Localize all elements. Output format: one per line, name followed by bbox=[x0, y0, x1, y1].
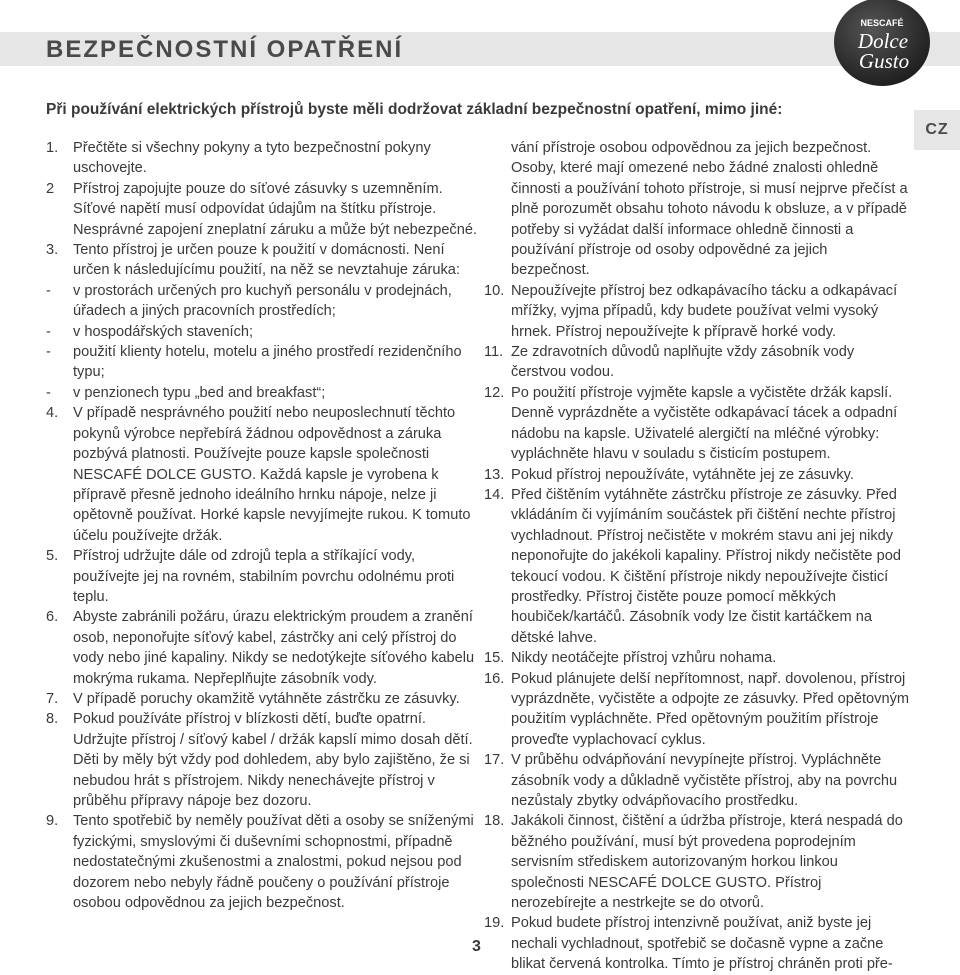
list-item-13 bbox=[484, 465, 910, 485]
item-number: 17. bbox=[484, 752, 505, 769]
list-item-14 bbox=[484, 485, 910, 648]
item-text: Pokud přístroj nepoužíváte, vytáhněte jej ze zásuvky. bbox=[511, 466, 854, 483]
item-number: 4. bbox=[46, 405, 59, 422]
dash-bullet: - bbox=[46, 323, 51, 340]
dash-bullet: - bbox=[46, 282, 51, 299]
page-number: 3 bbox=[472, 938, 481, 955]
nescafe-dolce-gusto-logo bbox=[832, 0, 932, 88]
right-column bbox=[484, 138, 910, 975]
list-item-17 bbox=[484, 750, 910, 811]
sub-item-text: v penzionech typu „bed and breakfast“; bbox=[73, 384, 326, 401]
item-text: Abyste zabránili požáru, úrazu elektrickým proudem a zranění osob, neponořujte síťový kabel, zástrčky ani celý přístroj do vody nebo jiné kapaliny. Nikdy se nedotýkejte síťového kabelu mokrýma rukama. Nepřeplňujte zásobník vody. bbox=[73, 609, 475, 687]
sub-item-2 bbox=[46, 322, 480, 342]
item-text: Pokud plánujete delší nepřítomnost, např. dovolenou, přístroj vyprázdněte, vyčistěte a odpojte ze zásuvky. Před opětovným použitím vypláchněte. Před opětovným použitím přístroje proveďte vyplachovací cyklus. bbox=[511, 670, 910, 748]
list-item-12 bbox=[484, 383, 910, 465]
item-number: 12. bbox=[484, 384, 505, 401]
list-item-10 bbox=[484, 281, 910, 342]
item-text: Tento přístroj je určen pouze k použití v domácnosti. Není určen k následujícímu použití, na něž se nevztahuje záruka: bbox=[73, 242, 460, 279]
sub-item-1 bbox=[46, 281, 480, 322]
list-item-5 bbox=[46, 546, 480, 607]
item-text: Pokud budete přístroj intenzivně používat, aniž byste jej nechali vychladnout, spotřebič se dočasně vypne a začne blikat červená kontrolka. Tímto je přístroj chráněn proti pře- bbox=[511, 915, 893, 973]
item-text: V případě poruchy okamžitě vytáhněte zástrčku ze zásuvky. bbox=[73, 690, 460, 707]
list-item-3 bbox=[46, 240, 480, 281]
item-number: 6. bbox=[46, 609, 59, 626]
item-number: 13. bbox=[484, 466, 505, 483]
item-text: V případě nesprávného použití nebo neuposlechnutí těchto pokynů výrobce nepřebírá žádnou odpovědnost a záruka pozbývá platnosti. Používejte pouze kapsle společnosti NESCAFÉ DOLCE GUSTO. Každá kapsle je vyrobena k přípravě přesně jednoho ideálního hrnku nápoje, nelze ji opětovně používat. Horké kapsle nevyjímejte rukou. K tomuto účelu používejte držák. bbox=[73, 405, 471, 544]
item-number: 1. bbox=[46, 140, 59, 156]
page-title: BEZPEČNOSTNÍ OPATŘENÍ bbox=[46, 36, 404, 63]
item-number: 16. bbox=[484, 670, 505, 687]
item-number: 3. bbox=[46, 242, 59, 259]
item-number: 19. bbox=[484, 915, 505, 932]
list-item-15 bbox=[484, 648, 910, 668]
item-text: Přečtěte si všechny pokyny a tyto bezpečnostní pokyny uschovejte. bbox=[73, 140, 431, 177]
list-item-2 bbox=[46, 179, 480, 240]
sub-item-3 bbox=[46, 342, 480, 383]
item-text: Po použití přístroje vyjměte kapsle a vyčistěte držák kapslí. Denně vyprázdněte a vyčistěte odkapávací tácek a odpadní nádobu na kapsle. Uživatelé alergičtí na mléčné výrobky: vypláchněte hlavu v souladu s čisticím postupem. bbox=[511, 384, 898, 463]
logo-dolce-text: Dolce bbox=[857, 29, 909, 53]
intro-text: Při používání elektrických přístrojů byste měli dodržovat základní bezpečnostní opatření, mimo jiné: bbox=[46, 101, 783, 118]
sub-item-text: v prostorách určených pro kuchyň personálu v prodejnách, úřadech a jiných pracovních prostředích; bbox=[73, 282, 452, 320]
logo-nescafe-text: NESCAFÉ bbox=[860, 18, 904, 28]
item-number: 8. bbox=[46, 711, 59, 728]
sub-item-text: použití klienty hotelu, motelu a jiného prostředí rezidenčního typu; bbox=[73, 344, 462, 381]
continued-text: vání přístroje osobou odpovědnou za jejich bezpečnost. Osoby, které mají omezené nebo žádné znalosti ohledně činnosti a používání tohoto přístroje, si musí nejprve přečíst a plně porozumět obsahu tohoto návodu k obsluze, a v případě potřeby si vyžádat další informace ohledně činnosti a používání přístroje od osoby odpovědné za jejich bezpečnost. bbox=[511, 140, 908, 279]
sub-item-4 bbox=[46, 383, 480, 403]
list-item-7 bbox=[46, 689, 480, 709]
dash-bullet: - bbox=[46, 384, 51, 401]
item-text: Jakákoli činnost, čištění a údržba přístroje, která nespadá do běžného používání, musí být provedena poprodejním servisním střediskem autorizovaným horkou linkou společnosti NESCAFÉ DOLCE GUSTO. Přístroj nerozebírejte a nestrkejte se do otvorů. bbox=[511, 813, 903, 912]
item-number: 10. bbox=[484, 282, 505, 299]
item-number: 5. bbox=[46, 548, 59, 565]
item-text: Před čištěním vytáhněte zástrčku přístroje ze zásuvky. Před vkládáním či vyjímáním součástek při čištění nechte přístroj vychladnout. Přístroj nečistěte v mokrém stavu ani jej nikdy neponořujte do jakékoli kapaliny. Přístroj nikdy nečistěte pod tekoucí vodou. K čištění přístroje nikdy nepoužívejte čisticí prostředky. Přístroj čistěte pouze pomocí měkkých houbiček/kartáčů. Zásobník vody lze čistit kartáčkem na dětské lahve. bbox=[511, 486, 901, 646]
list-item-4 bbox=[46, 403, 480, 546]
item-number: 14. bbox=[484, 486, 505, 503]
language-tab: CZ bbox=[914, 110, 960, 150]
item-text: Tento spotřebič by neměly používat děti a osoby se sníženými fyzickými, smyslovými či duševními schopnostmi, případně nedostatečnými zkušenostmi a znalostmi, pokud nejsou pod dozorem nebo nebyly řádně poučeny o používání přístroje osobou odpovědnou za jejich bezpečnost. bbox=[73, 813, 474, 912]
dash-bullet: - bbox=[46, 344, 51, 361]
item-text: Přístroj udržujte dále od zdrojů tepla a stříkající vody, používejte jej na rovném, stabilním povrchu odolnému proti teplu. bbox=[73, 548, 455, 605]
list-item-1 bbox=[46, 138, 480, 179]
list-item-19 bbox=[484, 913, 910, 974]
list-item-11 bbox=[484, 342, 910, 383]
item-number: 2 bbox=[46, 180, 55, 197]
item-text: Ze zdravotních důvodů naplňujte vždy zásobník vody čerstvou vodou. bbox=[511, 344, 855, 381]
list-item-18 bbox=[484, 811, 910, 913]
logo-gusto-text: Gusto bbox=[858, 49, 910, 73]
list-item-16 bbox=[484, 669, 910, 751]
list-item-6 bbox=[46, 607, 480, 689]
item-number: 11. bbox=[484, 344, 504, 361]
item-text: Přístroj zapojujte pouze do síťové zásuvky s uzemněním. Síťové napětí musí odpovídat údajům na štítku přístroje. Nesprávné zapojení zneplatní záruku a může být nebezpečné. bbox=[73, 180, 478, 238]
item-number: 18. bbox=[484, 813, 505, 830]
item-number: 15. bbox=[484, 650, 505, 667]
item-number: 7. bbox=[46, 690, 59, 707]
item-number: 9. bbox=[46, 813, 59, 830]
sub-item-text: v hospodářských staveních; bbox=[73, 323, 254, 340]
list-item-9 bbox=[46, 811, 480, 913]
item-text: Nikdy neotáčejte přístroj vzhůru nohama. bbox=[511, 650, 777, 667]
left-column bbox=[46, 138, 480, 913]
item-text: V průběhu odvápňování nevypínejte přístroj. Vypláchněte zásobník vody a důkladně vyčistěte přístroj, aby na povrchu nezůstaly zbytky odvápňovacího prostředku. bbox=[511, 752, 898, 809]
list-item-8 bbox=[46, 709, 480, 811]
item-text: Nepoužívejte přístroj bez odkapávacího tácku a odkapávací mřížky, vyjma případů, kdy budete používat velmi vysoký hrnek. Přístroj nepoužívejte k přípravě horké vody. bbox=[511, 282, 898, 340]
item-text: Pokud používáte přístroj v blízkosti dětí, buďte opatrní. Udržujte přístroj / síťový kabel / držák kapslí mimo dosah dětí. Děti by měly být vždy pod dohledem, aby bylo zajištěno, že si nebudou hrát s přístrojem. Nikdy nenechávejte přístroj v průběhu přípravy nápoje bez dozoru. bbox=[73, 711, 473, 809]
